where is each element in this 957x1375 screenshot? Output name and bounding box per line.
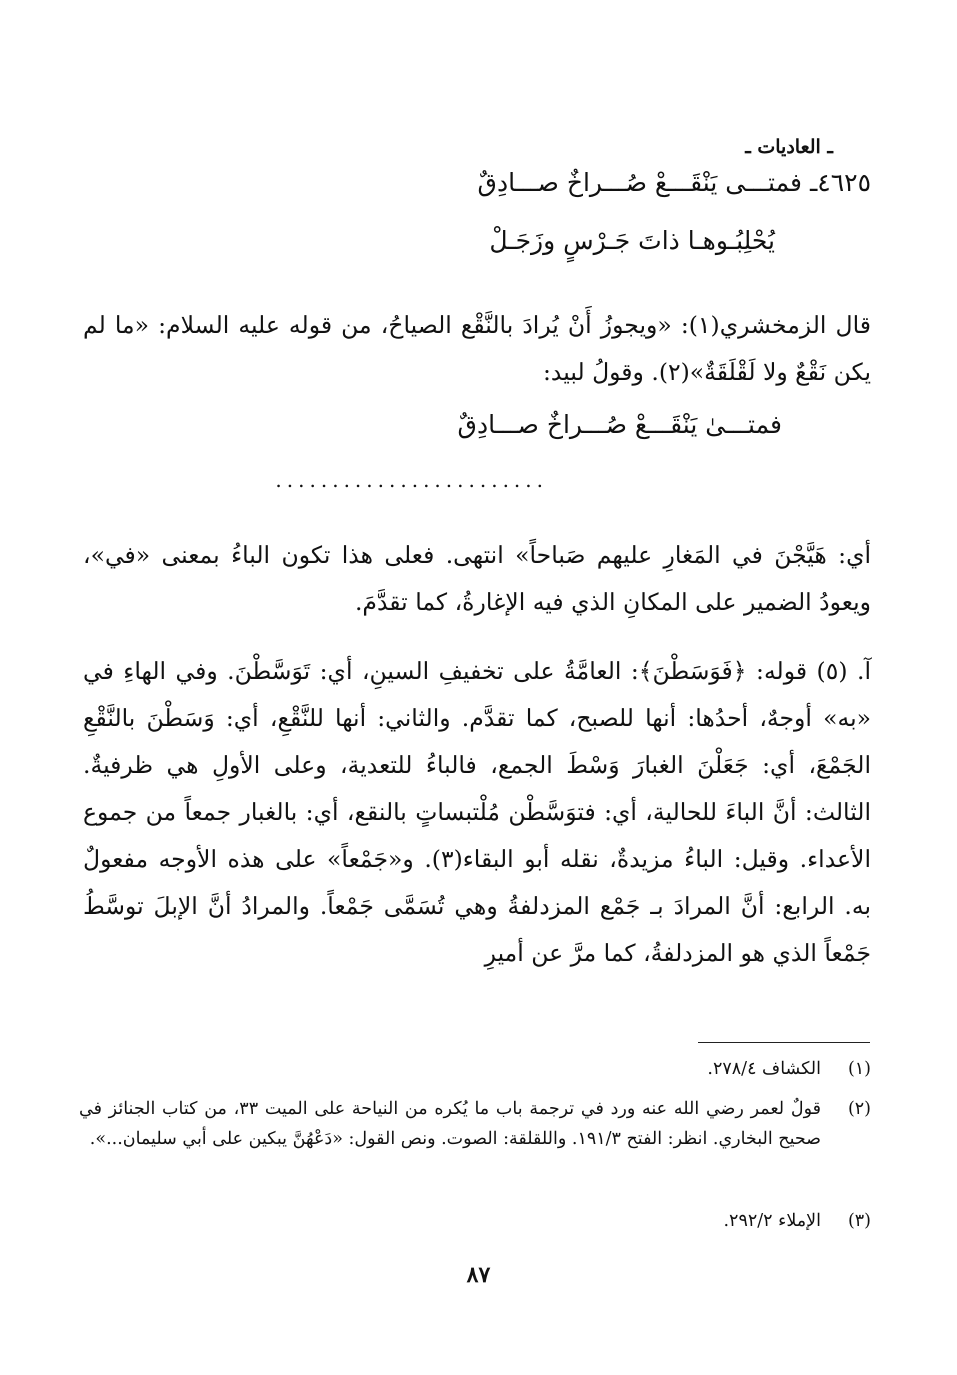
footnote-text: قولٌ لعمر رضي الله عنه ورد في ترجمة باب ما يُكره من النياحة على الميت ٣٣، من كتاب الجنائز في صحيح البخاري. انظر: الفتح ١٩١/٣. واللقلقة: الصوت. ونص القول: «دَعْهُنَّ يبكين على أبي سليمان...». — [79, 1099, 821, 1149]
page-number: ٨٧ — [466, 1262, 491, 1288]
verse-line-1: ٤٦٢٥ـ فمتـــى يَنْقَـــعْ صُـــراخٌ صـــادِقٌ — [477, 168, 871, 197]
verse-line-3: فمتـــىٰ يَنْقَـــعْ صُـــراخٌ صـــادِقٌ — [457, 410, 782, 439]
footnote-number: (١) — [847, 1059, 871, 1079]
footnote-text: الكشاف ٢٧٨/٤. — [707, 1059, 821, 1079]
footnote-1 — [79, 1054, 871, 1084]
footnote-2 — [79, 1094, 871, 1154]
running-header: ـ العاديات ـ — [745, 136, 833, 158]
footnote-3 — [79, 1206, 871, 1236]
paragraph-meaning: أي: هَيَّجْنَ في المَغارِ عليهم صَباحاً» انتهى. فعلى هذا تكون الباءُ بمعنى «في»، ويعودُ الضمير على المكانِ الذي فيه الإغارةُ، كما تقدَّمَ. — [83, 541, 871, 616]
footnote-number: (٣) — [847, 1211, 871, 1231]
verse-line-2: يُحْلِبُـوهـا ذاتَ جَـرْسٍ وزَجَـلْ — [489, 226, 775, 255]
footnote-number: (٢) — [847, 1099, 871, 1119]
paragraph-zamakhshari: قال الزمخشري(١): «ويجوزُ أَنْ يُرادَ بالنَّقْع الصياحُ، من قوله عليه السلام: «ما لم يكن نَقْعٌ ولا لَقْلَقَةٌ»(٢). وقولُ لبيد: — [83, 311, 871, 386]
footnote-separator — [698, 1042, 870, 1043]
ellipsis-dots: ........................ — [275, 468, 548, 492]
footnote-text: الإملاء ٢٩٢/٢. — [723, 1211, 821, 1231]
paragraph-commentary-verse-5: آ. (٥) قوله: ﴿فَوَسَطْنَ﴾: العامَّةُ على تخفيفِ السينِ، أي: تَوَسَّطْنَ. وفي الهاءِ في «به» أوجهٌ، أحدُها: أنها للصبح، كما تقدَّم. والثاني: أنها للنَّقْعِ، أي: وَسَطْنَ بالنَّقْعِ الجَمْعَ، أي: جَعَلْنَ الغبارَ وَسْطَ الجمع، فالباءُ للتعدية، وعلى الأولِ هي ظرفيةٌ. الثالث: أنَّ الباءَ للحالية، أي: فتوَسَّطْن مُلْتبساتٍ بالنقع، أي: بالغبار جمعاً من جموع الأعداء. وقيل: الباءُ مزيدةٌ، نقله أبو البقاء(٣). و«جَمْعاً» على هذه الأوجه مفعولٌ به. الرابع: أنَّ المرادَ بـ جَمْع المزدلفةُ وهي تُسَمَّى جَمْعاً. والمرادُ أنَّ الإبلَ توسَّطُ جَمْعاً الذي هو المزدلفةُ، كما مرَّ عن أميرِ — [83, 657, 872, 967]
